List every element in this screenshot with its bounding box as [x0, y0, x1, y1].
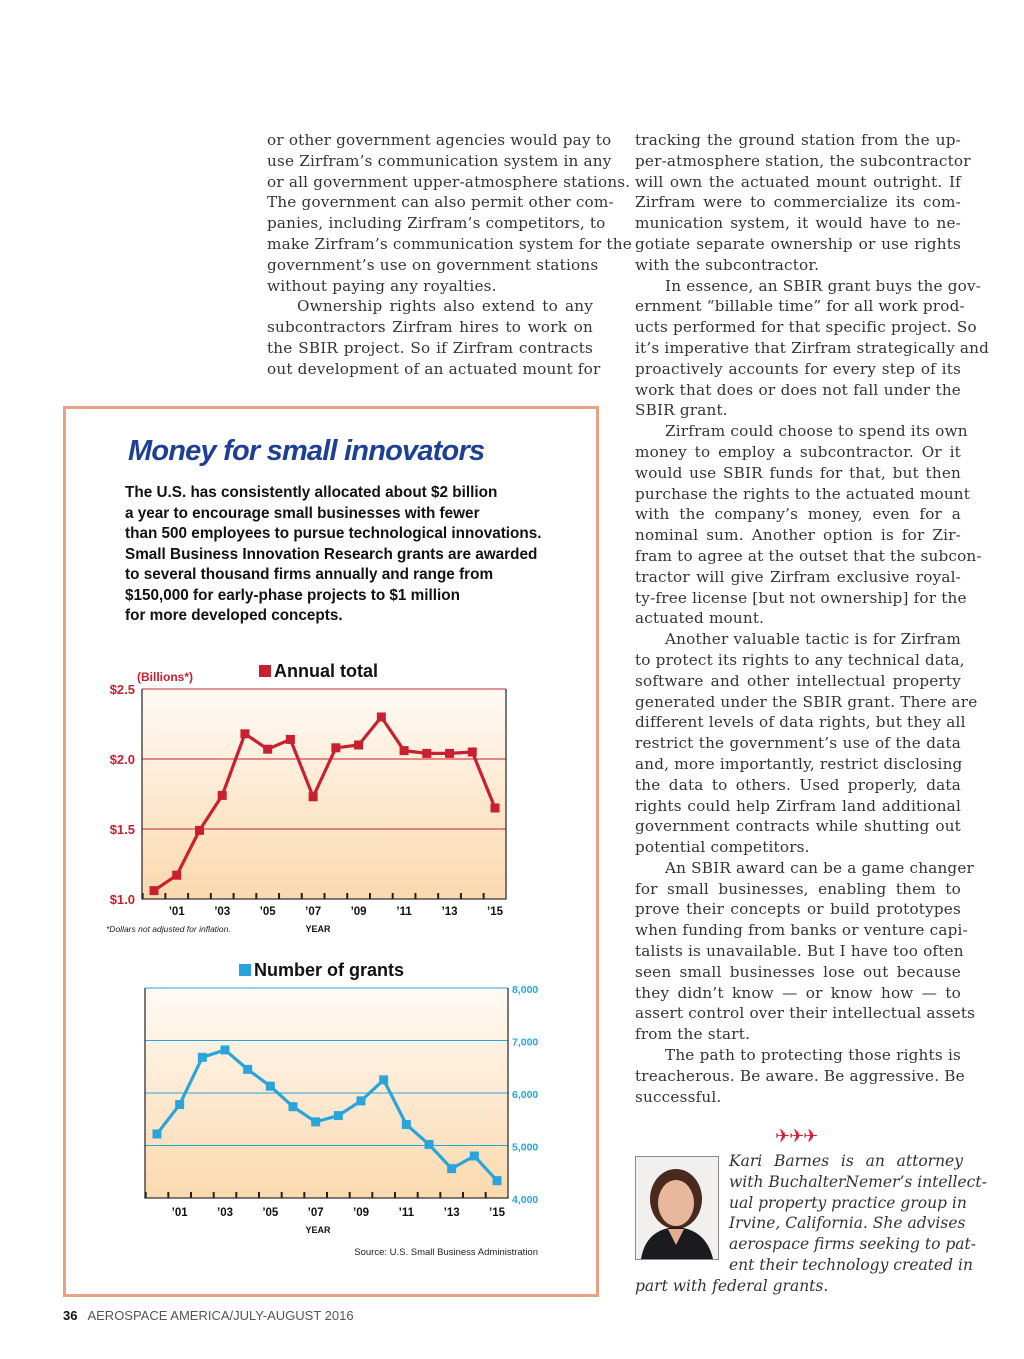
data-point — [153, 1129, 162, 1138]
text-line: In essence, an SBIR grant buys the gov- — [665, 276, 982, 295]
y-tick-label: $2.5 — [109, 682, 135, 697]
x-tick-label: ’13 — [443, 1207, 460, 1219]
text-line: to protect its rights to any technical data, — [635, 650, 965, 669]
data-point — [400, 746, 409, 755]
text-line: An SBIR award can be a game changer — [665, 858, 974, 877]
data-point — [289, 1102, 298, 1111]
text-line: the SBIR project. So if Zirfram contracts — [267, 338, 593, 357]
text-line: potential competitors. — [635, 838, 810, 857]
sidebar-title: Money for small innovators — [128, 435, 485, 467]
x-tick-label: ’13 — [441, 906, 458, 918]
text-line: Zirfram were to commercialize its com- — [635, 193, 961, 212]
x-tick-label: ’03 — [214, 906, 231, 918]
data-point — [402, 1120, 411, 1129]
text-line: money to employ a subcontractor. Or it — [635, 442, 961, 461]
data-point — [286, 735, 295, 744]
text-line: or all government upper-atmosphere stations. — [267, 172, 631, 191]
text-line: or other government agencies would pay to — [267, 131, 612, 149]
text-line: The path to protecting those rights is — [665, 1046, 961, 1065]
bio-line: Kari Barnes is an attorney — [729, 1152, 963, 1170]
data-point — [354, 741, 363, 750]
article-right-column — [635, 130, 990, 1107]
bio-line: ual property practice group in — [729, 1193, 967, 1212]
data-point — [150, 886, 159, 895]
intro-line: Small Business Innovation Research grants are awarded — [125, 545, 538, 563]
charts — [63, 406, 593, 1291]
text-line: nominal sum. Another option is for Zir- — [635, 526, 961, 545]
x-tick-label: ’05 — [262, 1207, 279, 1219]
text-line: tracking the ground station from the up- — [635, 131, 961, 149]
legend-swatch — [259, 665, 271, 677]
text-line: ty-free license [but not ownership] for the — [635, 588, 967, 607]
text-line: treacherous. Be aware. Be aggressive. Be — [635, 1066, 965, 1085]
intro-line: a year to encourage small businesses with fewer — [125, 504, 480, 522]
text-line: fram to agree at the outset that the subcon- — [635, 546, 982, 565]
intro-line: than 500 employees to pursue technological innovations. — [125, 525, 542, 542]
source-note: Source: U.S. Small Business Administration — [354, 1247, 538, 1258]
legend-swatch — [239, 964, 251, 976]
x-tick-label: ’03 — [217, 1207, 233, 1219]
text-line: will own the actuated mount outright. If — [635, 172, 961, 191]
text-line: and, more importantly, restrict disclosing — [635, 754, 963, 773]
text-line: subcontractors Zirfram hires to work on — [267, 318, 593, 337]
publication-name: AEROSPACE AMERICA/JULY-AUGUST 2016 — [87, 1308, 354, 1323]
page-number: 36 — [63, 1308, 78, 1323]
x-tick-label: ’01 — [171, 1207, 188, 1219]
text-line: munication system, it would have to ne- — [635, 214, 961, 233]
x-tick-label: ’07 — [305, 906, 322, 918]
text-line: the data to others. Used properly, data — [635, 775, 961, 794]
data-point — [470, 1152, 479, 1161]
y-tick-label: 4,000 — [512, 1194, 539, 1206]
y-tick-label: $2.0 — [109, 752, 135, 767]
page-footer — [63, 1308, 354, 1323]
text-line: with the company’s money, even for a — [635, 505, 961, 524]
x-tick-label: ’09 — [353, 1207, 369, 1219]
y-tick-label: $1.5 — [109, 822, 135, 837]
x-tick-label: ’09 — [350, 906, 367, 918]
data-point — [357, 1096, 366, 1105]
x-axis-title: YEAR — [305, 924, 331, 934]
text-line: work that does or does not fall under the — [635, 380, 961, 399]
data-point — [172, 871, 181, 880]
text-line: government’s use on government stations — [267, 255, 599, 274]
text-line: use Zirfram’s communication system in any — [267, 151, 612, 170]
x-tick-label: ’05 — [259, 906, 276, 918]
data-point — [445, 749, 454, 758]
text-line: Zirfram could choose to spend its own — [665, 422, 968, 441]
data-point — [493, 1176, 502, 1185]
intro-line: $150,000 for early-phase projects to $1 million — [125, 586, 460, 604]
text-line: successful. — [635, 1087, 722, 1106]
data-point — [468, 748, 477, 757]
text-line: when funding from banks or venture capi- — [635, 921, 968, 940]
data-point — [425, 1140, 434, 1149]
x-tick-label: ’07 — [307, 1207, 324, 1219]
data-point — [422, 749, 431, 758]
bio-line: Irvine, California. She advises — [729, 1214, 966, 1233]
text-line: ucts performed for that specific project. So — [635, 318, 977, 337]
text-line: generated under the SBIR grant. There are — [635, 692, 978, 711]
text-line: government contracts while shutting out — [635, 817, 961, 836]
unit-label: (Billions*) — [137, 670, 193, 684]
data-point — [195, 826, 204, 835]
data-point — [447, 1164, 456, 1173]
y-tick-label: 5,000 — [512, 1141, 539, 1154]
text-line: tractor will give Zirfram exclusive royal- — [635, 567, 961, 586]
text-line: it’s imperative that Zirfram strategically and — [635, 338, 990, 357]
text-line: panies, including Zirfram’s competitors, to — [267, 214, 606, 233]
data-point — [263, 745, 272, 754]
data-point — [240, 729, 249, 738]
x-tick-label: ’01 — [168, 906, 185, 918]
data-point — [243, 1065, 252, 1074]
text-line: restrict the government’s use of the data — [635, 734, 961, 753]
sidebar-box — [63, 406, 599, 1297]
footnote: *Dollars not adjusted for inflation. — [106, 924, 231, 934]
legend-label: Annual total — [274, 661, 378, 681]
text-line: make Zirfram’s communication system for the — [267, 234, 632, 253]
text-line: purchase the rights to the actuated mount — [635, 484, 971, 503]
intro-line: for more developed concepts. — [125, 607, 343, 624]
x-tick-label: ’11 — [396, 906, 412, 918]
y-tick-label: 8,000 — [512, 984, 539, 996]
text-line: The government can also permit other com- — [267, 193, 614, 212]
article-left-column — [267, 130, 632, 380]
text-line: ernment “billable time” for all work prod- — [635, 297, 965, 316]
y-tick-label: 6,000 — [512, 1089, 539, 1101]
legend-label: Number of grants — [254, 960, 405, 980]
text-line: seen small businesses lose out because — [635, 962, 961, 981]
data-point — [218, 791, 227, 800]
text-line: they didn’t know — or know how — to — [635, 983, 961, 1002]
text-line: from the start. — [635, 1025, 751, 1044]
text-line: actuated mount. — [635, 609, 765, 628]
y-tick-label: 7,000 — [512, 1036, 539, 1049]
text-line: Another valuable tactic is for Zirfram — [665, 630, 961, 649]
data-point — [334, 1111, 343, 1120]
x-tick-label: ’11 — [398, 1207, 415, 1219]
bio-line: aerospace firms seeking to pat- — [729, 1235, 976, 1254]
data-point — [491, 804, 500, 813]
plot-area — [142, 689, 506, 899]
text-line: per-atmosphere station, the subcontractor — [635, 151, 971, 170]
data-point — [175, 1100, 184, 1109]
data-point — [266, 1082, 275, 1091]
text-line: rights could help Zirfram land additional — [635, 796, 961, 815]
text-line: without paying any royalties. — [267, 276, 497, 295]
text-line: with the subcontractor. — [635, 255, 820, 274]
text-line: Ownership rights also extend to any — [297, 297, 593, 316]
data-point — [221, 1045, 230, 1054]
intro-line: The U.S. has consistently allocated about $2 billion — [125, 484, 498, 501]
data-point — [309, 792, 318, 801]
text-line: different levels of data rights, but they all — [635, 713, 966, 732]
x-axis-title: YEAR — [305, 1225, 331, 1235]
text-line: out development of an actuated mount for — [267, 359, 601, 378]
text-line: would use SBIR funds for that, but then — [635, 463, 961, 482]
data-point — [331, 743, 340, 752]
number-of-grants-chart — [145, 960, 538, 1235]
text-line: gotiate separate ownership or use rights — [635, 234, 961, 253]
annual-total-chart — [110, 661, 506, 934]
text-line: talists is unavailable. But I have too often — [635, 942, 964, 961]
author-bio — [635, 1151, 987, 1297]
data-point — [311, 1117, 320, 1126]
text-line: for small businesses, enabling them to — [635, 879, 961, 898]
text-line: SBIR grant. — [635, 401, 728, 420]
text-line: prove their concepts or build prototypes — [635, 900, 961, 919]
bio-line: ent their technology created in — [729, 1255, 973, 1274]
intro-line: to several thousand firms annually and range from — [125, 566, 494, 583]
data-point — [198, 1053, 207, 1062]
bio-line: with BuchalterNemer’s intellect- — [729, 1172, 987, 1191]
bio-line: part with federal grants. — [635, 1276, 829, 1295]
text-line: proactively accounts for every step of its — [635, 359, 961, 378]
x-tick-label: ’15 — [489, 1207, 505, 1219]
data-point — [377, 713, 386, 722]
text-line: software and other intellectual property — [635, 671, 961, 690]
text-line: assert control over their intellectual assets — [635, 1004, 976, 1023]
y-tick-label: $1.0 — [109, 892, 135, 907]
x-tick-label: ’15 — [487, 906, 503, 918]
data-point — [379, 1075, 388, 1084]
airplane-ornament-icon: ✈✈✈ — [775, 1126, 818, 1147]
